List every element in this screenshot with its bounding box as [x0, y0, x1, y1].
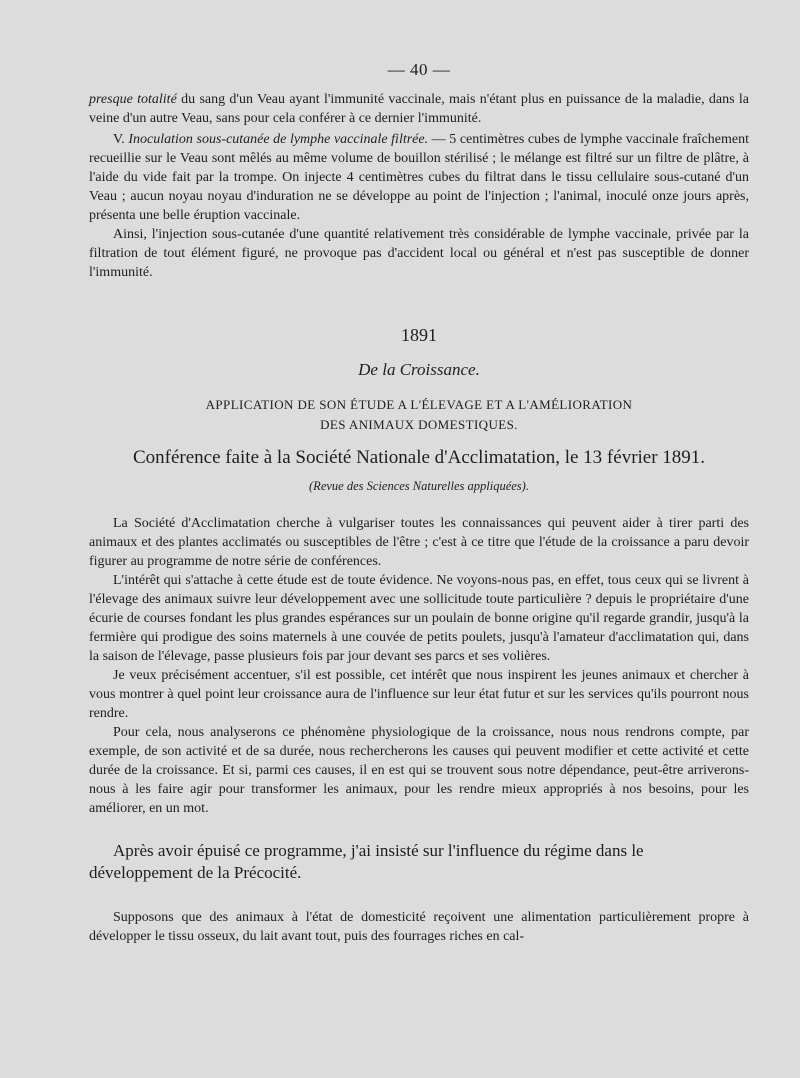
paragraph-8: Après avoir épuisé ce programme, j'ai insisté sur l'influence du régime dans le développement de la Précocité. [89, 841, 644, 882]
paragraph-7: Pour cela, nous analyserons ce phénomène physiologique de la croissance, nous nous rendrons compte, par exemple, de son activité et de sa durée, nous rechercherons les causes qui peuvent modifier et cette activité et cette durée de la croissance. Et si, parmi ces causes, il en est qui se trouvent sous notre dépendance, peut-être arriverons-nous à les faire agir pour transformer les animaux, pour les rendre mieux appropriés à nos besoins, pour les améliorer, en un mot. [89, 725, 749, 816]
paragraph-2-italic-title: Inoculation sous-cutanée de lymphe vaccinale filtrée. [128, 132, 429, 147]
paragraph-5: L'intérêt qui s'attache à cette étude est de toute évidence. Ne voyons-nous pas, en effet, tous ceux qui se livrent à l'élevage des animaux suivre leur développement avec une sollicitude toute particulière ? depuis le propriétaire d'une écurie de courses fondant les plus grandes espérances sur un poulain de bonne origine qu'il regarde grandir, jusqu'à la fermière qui prodigue des soins maternels à une couvée de petits poulets, jusqu'à l'amateur d'acclimatation qui, dans la saison de l'élevage, passe plusieurs fois par jour devant ses parcs et ses volières. [89, 573, 749, 664]
section-title: De la Croissance. [358, 360, 480, 379]
paragraph-3: Ainsi, l'injection sous-cutanée d'une quantité relativement très considérable de lymphe vaccinale, privée par la filtration de tout élément figuré, ne provoque pas d'accident local ou général et n'est pas susceptible de donner l'immunité. [89, 227, 749, 280]
section-subheading [89, 395, 749, 435]
paragraph-1-italic-start: presque totalité [89, 92, 177, 107]
page-number: — 40 — [387, 60, 451, 79]
paragraph-2-label: V. [113, 132, 125, 147]
source-citation: (Revue des Sciences Naturelles appliquées). [309, 479, 529, 493]
page-content [89, 60, 749, 946]
paragraph-1-text: du sang d'un Veau ayant l'immunité vaccinale, mais n'étant plus en puissance de la maladie, dans la veine d'un autre Veau, sans pour cela conférer à ce dernier l'immunité. [89, 92, 750, 126]
paragraph-4: La Société d'Acclimatation cherche à vulgariser toutes les connaissances qui peuvent aider à tirer parti des animaux et des plantes acclimatés ou susceptibles de l'être ; c'est à ce titre que l'étude de la croissance a paru devoir figurer au programme de notre série de conférences. [89, 516, 749, 569]
section-year: 1891 [401, 325, 437, 345]
conference-heading: Conférence faite à la Société Nationale d'Acclimatation, le 13 février 1891. [132, 447, 706, 468]
subheading-line-2: DES ANIMAUX DOMESTIQUES. [320, 417, 518, 432]
paragraph-2-text: — 5 centimètres cubes de lymphe vaccinale fraîchement recueillie sur le Veau sont mêlés au même volume de bouillon stérilisé ; le mélange est filtré sur un filtre de plâtre, à l'aide du vide fait par la trompe. On injecte 4 centimètres cubes du filtrat dans le tissu cellulaire sous-cutané d'un Veau ; aucun noyau noyau d'induration ne se développe au point de l'injection ; l'animal, inoculé onze jours après, présenta une belle éruption vaccinale. [89, 132, 749, 223]
paragraph-2 [89, 130, 749, 225]
subheading-line-1: APPLICATION DE SON ÉTUDE A L'ÉLEVAGE ET A L'AMÉLIORATION [205, 397, 633, 412]
paragraph-1 [89, 90, 749, 128]
paragraph-6: Je veux précisément accentuer, s'il est possible, cet intérêt que nous inspirent les jeunes animaux et chercher à vous montrer à quel point leur croissance aura de l'influence sur leur état futur et sur les services qu'ils pourront nous rendre. [89, 668, 749, 721]
paragraph-9: Supposons que des animaux à l'état de domesticité reçoivent une alimentation particulièrement propre à développer le tissu osseux, du lait avant tout, puis des fourrages riches en cal- [89, 910, 749, 944]
